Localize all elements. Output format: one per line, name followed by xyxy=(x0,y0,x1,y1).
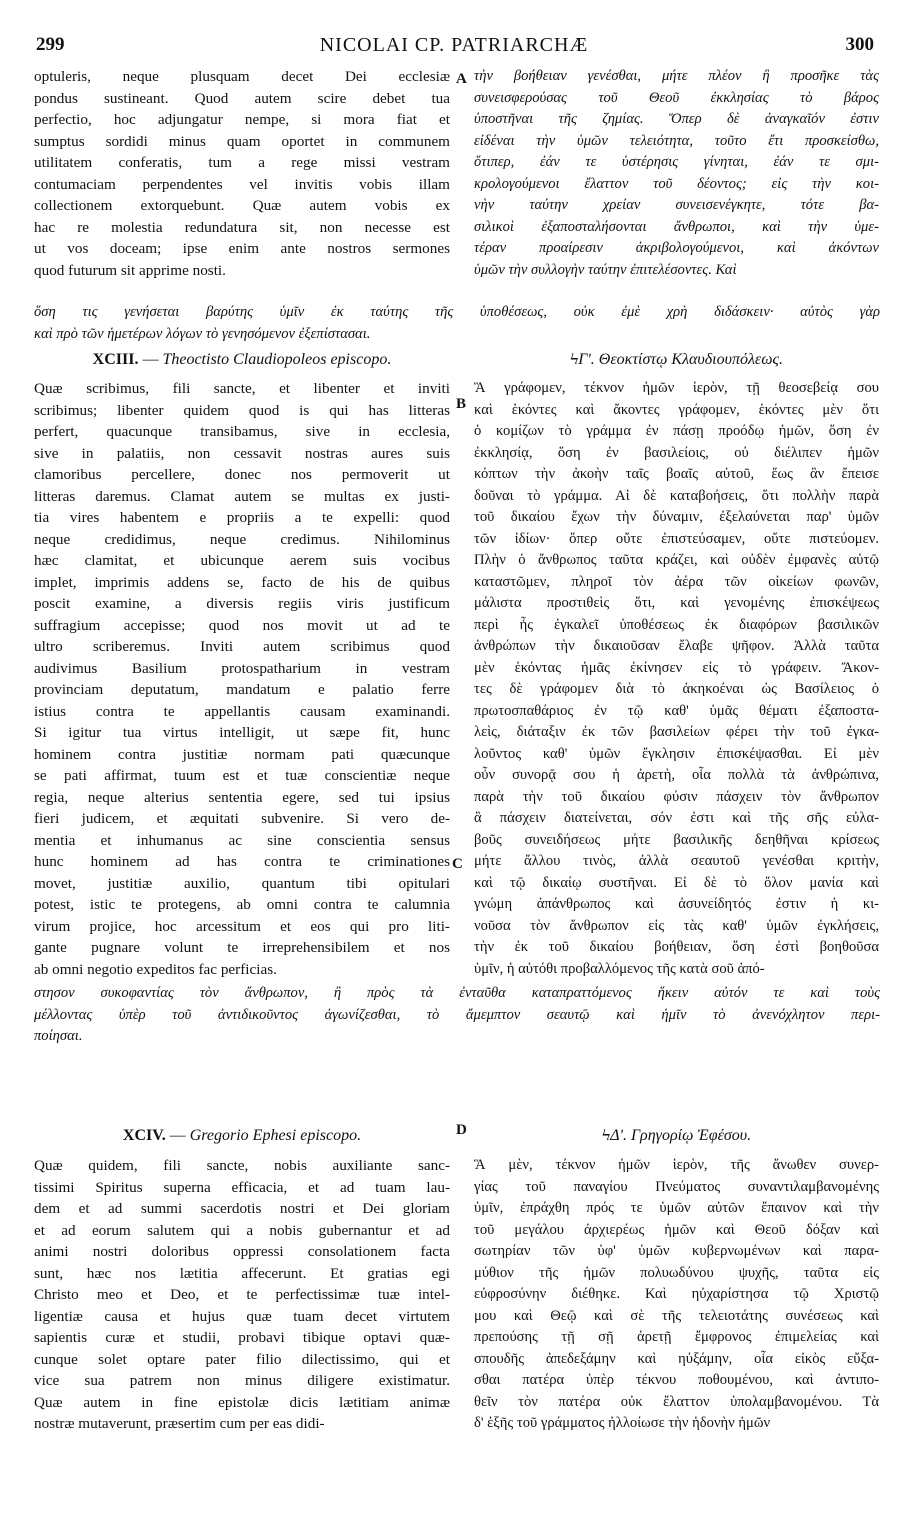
latin-line: tissimi Spiritus superna efficacia, et ad tuam lau- xyxy=(34,1178,450,1196)
greek-line: Πλὴν ὁ ἄνθρωπος ταῦτα κράζει, καὶ οὐδὲν ἐμφανὲς αὐτῷ xyxy=(474,552,879,568)
latin-line: virum projice, hoc arcessitum et eos qui pro liti- xyxy=(34,917,450,935)
greek-line: εὐφροσύνην διέθηκε. Καὶ ηὐχαρίστησα τῷ Χριστῷ xyxy=(474,1286,879,1302)
letter-94-latin-title: Gregorio Ephesi episcopo. xyxy=(189,1127,362,1144)
greek-line: τοῦ δικαίου ἔχων τὴν δύναμιν, ἐξελαύνεται παρ' ὑμῶν xyxy=(474,509,879,525)
latin-line: poscit examine, a diversis regiis viris justificum xyxy=(34,595,450,612)
latin-line: cunque solet optare pater filio dilectissimo, qui et xyxy=(34,1350,450,1368)
greek-line: ἀνθρώπων τὴν δικαιοῦσαν ἔλαβε ψῆφον. Ἀλλὰ ταῦτα xyxy=(474,638,879,654)
greek-line: ὑμῖν, ἡ αὐτόθι προβαλλόμενος τῆς κατὰ σοῦ ἀπό- xyxy=(474,960,765,977)
latin-line: suffragium accepisse; quod nos movit ut ad te xyxy=(34,616,450,634)
latin-line: contumaciam perpendentes vel invitis vobis illam xyxy=(34,175,450,193)
greek-line: δ' ἑξῆς τοῦ γράμματος ἠλλοίωσε τὴν ἡδονὴν ἡμῶν xyxy=(474,1415,771,1431)
greek-line: γίας τοῦ παναγίου Πνεύματος συναντιλαμβανομένης xyxy=(474,1178,879,1195)
margin-marker-a: A xyxy=(456,71,467,87)
latin-line: istius contra te appellantis causam examinandi. xyxy=(34,702,450,720)
latin-line: utilitatem conferatis, tum a rege missi vestram xyxy=(34,154,450,171)
latin-line: collectionem extorquebunt. Quæ autem vobis ex xyxy=(34,197,450,214)
latin-line: Christo meo et Deo, et te perfectissimæ tuæ intel- xyxy=(34,1286,450,1303)
latin-column-top xyxy=(34,66,450,281)
latin-line: Quæ quidem, fili sancte, nobis auxiliante sanc- xyxy=(34,1157,450,1174)
running-head xyxy=(28,34,880,60)
letter-94-latin-text xyxy=(34,1155,450,1435)
greek-line: ἐκκλησίᾳ, ὅση ἐν βασιλείοις, οὐ διέλιπεν ἡμῶν xyxy=(474,444,879,461)
latin-line: hæc clamitat, et ubicunque aerem suis vocibus xyxy=(34,552,450,569)
latin-line: et ad eorum salutem qui a nobis gubernantur et ad xyxy=(34,1221,450,1239)
latin-line: ut vos doceam; ipse enim ante nostros sermones xyxy=(34,240,450,257)
greek-line: μὲν ἑκόντας ἡμᾶς ἐκίνησεν εἰς τὸ γράφειν. Ἄκον- xyxy=(474,659,879,676)
greek-line: ὑμῶν τὴν συλλογὴν ταύτην ἐπιτελέσοντες. Καὶ xyxy=(474,261,737,278)
latin-line: litteras daremus. Clamat autem se multas ex justi- xyxy=(34,487,450,505)
greek-line: θεῖν τὸν πατέρα οὐκ ἔλαττον ὑπολαμβανομένου. Τὰ xyxy=(474,1393,879,1410)
margin-marker-c: C xyxy=(452,856,463,872)
greek-line: δοῦναι τὸ γράμμα. Αἱ δὲ καταβοήσεις, ὅτι πολλὴν παρὰ xyxy=(474,487,879,504)
margin-marker-d: D xyxy=(456,1122,467,1138)
latin-line: optuleris, neque plusquam decet Dei ecclesiæ xyxy=(34,68,450,85)
latin-line: potest, istic te protegens, ab omni contra te calumnia xyxy=(34,896,450,913)
greek-line: Ἃ γράφομεν, τέκνον ἡμῶν ἱερὸν, τῇ θεοσεβείᾳ σου xyxy=(474,380,879,396)
latin-line: sunt, hæc nos lætitia affecerunt. Et gratias egi xyxy=(34,1264,450,1282)
greek-line: νοῦσα τὸν ἄνθρωπον εἰς τὰς καθ' ὑμῶν ἐγκλήσεις, xyxy=(474,917,879,934)
greek-line: σθαι πατέρα ὑπὲρ τέκνου ποθουμένου, καὶ ἀντιπο- xyxy=(474,1372,879,1388)
latin-line: mentia et inhumanus ac sine conscientia sensus xyxy=(34,831,450,849)
letter-93-greek-heading: ϞΓʹ. Θεοκτίστῳ Κλαυδιουπόλεως. xyxy=(569,351,784,368)
greek-line: νὴν ταύτην χρείαν συνεισενέγκητε, τότε βα- xyxy=(474,197,879,213)
greek-line: πρωτοσπαθάριος ἐν τῷ καθ' ὑμᾶς θέματι ἐξαποστα- xyxy=(474,702,879,719)
latin-line: dem et ad summi sacerdotis nostri et Dei gloriam xyxy=(34,1200,450,1217)
letter-94-latin-heading: XCIV. — Gregorio Ephesi episcopo. xyxy=(122,1127,362,1144)
letter-93-latin-heading: XCIII. — Theoctisto Claudiopoleos episcopo. xyxy=(92,351,392,368)
greek-line: πρεπούσης τῇ σῇ ἀρετῇ ἔμφρονος ἐπιμελείας καὶ xyxy=(474,1329,879,1345)
latin-line: hac re molestia redundatura sit, non necesse est xyxy=(34,218,450,236)
greek-line: τῶν ἰδίων· ὅπερ οὔτε ἐπιστεύσαμεν, οὔτε πιστεύομεν. xyxy=(474,530,879,547)
greek-line: ποίησαι. xyxy=(34,1028,83,1044)
greek-line: εἰδέναι τὴν ὑμῶν τελειότητα, τοῦτο ἔτι προσκείσθω, xyxy=(474,132,879,149)
latin-line: sive in palatiis, non cessavit nostras aures suis xyxy=(34,444,450,462)
greek-line: τὴν βοήθειαν γενέσθαι, μήτε πλέον ἢ προσῆκε τὰς xyxy=(474,68,879,84)
greek-line: ἃ πάσχειν διατείνεται, σόν ἐστι καὶ τῆς σῆς εὐλα- xyxy=(474,810,879,826)
letter-94-latin-number: XCIV. xyxy=(122,1127,166,1144)
greek-line: ὁ κομίζων τὸ γράμμα ἐν πάσῃ προόδῳ ἡμῶν, ὅση ἐν xyxy=(474,423,879,439)
latin-line: clamoribus percellere, donec nos permoverit ut xyxy=(34,466,450,483)
margin-marker-b: B xyxy=(456,396,467,412)
letter-93-greek-text xyxy=(474,378,879,980)
greek-line: μέλλοντας ὑπὲρ τοῦ ἀντιδικοῦντος ἀγωνίζεσθαι, τὸ ἄμεμπτον σεαυτῷ καὶ ἡμῖν τὸ ἀνενόχλητον περι- xyxy=(34,1006,880,1023)
greek-line: μύθιον τῆς ἡμῶν πολυωδύνου ψυχῆς, ταῦτα εἰς xyxy=(474,1264,879,1281)
greek-line: ὑμῖν, ἐπράχθη πρός τε ὑμῶν αὐτῶν ἔπαινον καὶ τὴν xyxy=(474,1200,879,1216)
greek-line: γνώμη ἀπάνθρωπος καὶ ἀσυνείδητός ἐστιν ἡ κι- xyxy=(474,896,879,912)
greek-line: ὅση τις γενήσεται βαρύτης ὑμῖν ἐκ ταύτης τῆς ὑποθέσεως, οὐκ ἐμὲ χρὴ διδάσκειν· αὐτὸς γὰρ xyxy=(34,304,880,320)
latin-line: pondus sustineant. Quod autem scire debet tua xyxy=(34,89,450,107)
letter-93-greek-full-width xyxy=(34,983,880,1048)
latin-line: nostræ mutaverunt, præsertim cum per eas didi- xyxy=(34,1415,325,1432)
greek-line: καὶ πρὸ τῶν ἡμετέρων λόγων τὸ γενησόμενον ἐξεπίστασαι. xyxy=(34,325,371,342)
latin-line: tia vires habentem e propriis a te expelli: quod xyxy=(34,509,450,526)
latin-line: sapientis curæ et studii, probavi tibique optavi quæ- xyxy=(34,1329,450,1346)
latin-line: provinciam deputatum, mandatum e palatio ferre xyxy=(34,681,450,698)
greek-line: καὶ ἑκόντες καὶ ἄκοντες γράφομεν, ἑκόντες μὲν ὅτι xyxy=(474,401,879,418)
greek-line: τέραν προαίρεσιν ἀκριβολογούμενοι, καὶ ἀκόντων xyxy=(474,240,879,256)
greek-line: μάλιστα προστιθεὶς ὅτι, καὶ γενομένης ἐπισκέψεως xyxy=(474,595,879,611)
greek-line: καταστῶμεν, πληροῖ τὸν ἀέρα τῶν οἰκείων φωνῶν, xyxy=(474,573,879,590)
page-number-left: 299 xyxy=(36,34,65,55)
greek-line: Ἃ μὲν, τέκνον ἡμῶν ἱερὸν, τῆς ἄνωθεν συνερ- xyxy=(474,1157,879,1173)
greek-line: συνεισφερούσας τοῦ Θεοῦ ἐκκλησίας τὸ βάρος xyxy=(474,89,879,106)
greek-column-top xyxy=(474,66,879,281)
greek-line: ὑποστῆναι τῆς ζημίας. Ὅπερ δὲ ἀναγκαῖόν ἐστιν xyxy=(474,111,879,127)
greek-line: ὅτιπερ, ἐάν τε ὑστέρησις γίνηται, ἐάν τε σμι- xyxy=(474,154,879,170)
greek-line: σπουδῆς ἀπεδεξάμην καὶ ηὐξάμην, οἷα εἰκὸς εὔξα- xyxy=(474,1350,879,1367)
greek-line: στησον συκοφαντίας τὸν ἄνθρωπον, ἢ πρὸς τὰ ἐνταῦθα καταπραττόμενος ἥκειν αὐτόν τε καὶ τοὺς xyxy=(34,985,880,1001)
greek-line: καὶ τῷ δικαίῳ συστῆναι. Εἰ δὲ τὸ ὅλον μανία καὶ xyxy=(474,874,879,891)
latin-line: hominem contra justitiæ normam pati quæcunque xyxy=(34,745,450,763)
greek-line: οὖν συνορᾷ σου ἡ ἀρετὴ, οἷα πολλὰ τὰ ἀνθρώπινα, xyxy=(474,767,879,783)
greek-line: τοῦ μεγάλου ἀρχιερέως ἡμῶν καὶ Θεοῦ δόξαν καὶ xyxy=(474,1221,879,1238)
letter-94-greek-heading: ϞΔʹ. Γρηγορίῳ Ἐφέσου. xyxy=(601,1127,752,1144)
latin-line: animi nostri doloribus oppressi consolationem facta xyxy=(34,1243,450,1260)
latin-line: neque credidimus, neque credimus. Nihilominus xyxy=(34,530,450,548)
latin-line: se pati affirmat, tuum est et tuæ conscientiæ neque xyxy=(34,767,450,784)
greek-line: μου καὶ Θεῷ καὶ σὲ τῆς τελειοτάτης συνέσεως καὶ xyxy=(474,1307,879,1324)
latin-line: sumptus sordidi minus quam oportet in communem xyxy=(34,132,450,150)
greek-line: κρολογούμενοι ἔλαττον τοῦ δέοντος; εἰς τὴν κοι- xyxy=(474,175,879,192)
letter-93-latin-number: XCIII. xyxy=(92,351,139,368)
latin-line: audivimus Basilium protospatharium in vestram xyxy=(34,659,450,677)
greek-line: λοῦντος καθ' ὑμῶν ἔγκλησιν ἐπισκέψασθαι. Εἰ μὲν xyxy=(474,745,879,762)
latin-line: regia, neque alterius sententia egere, sed tui ipsius xyxy=(34,788,450,806)
latin-line: Quæ scribimus, fili sancte, et libenter et inviti xyxy=(34,380,450,397)
latin-line: fieri judicem, et æquitati subvenire. Si vero de- xyxy=(34,810,450,827)
latin-line: gante pugnare volunt te irreprehensibilem et nos xyxy=(34,939,450,956)
greek-line: κόπτων τὴν ἀκοὴν ταῖς βοαῖς αὐτοῦ, ἕως ἂν ἔπεισε xyxy=(474,466,879,482)
running-title: NICOLAI CP. PATRIARCHÆ xyxy=(319,34,589,56)
greek-line: παρὰ τὴν τοῦ δικαίου φύσιν πάσχειν τὸν ἄνθρωπον xyxy=(474,788,879,805)
greek-line: περὶ ἧς ἐγκαλεῖ ὑποθέσεως ἐκ διαφόρων βασιλικῶν xyxy=(474,616,879,633)
latin-line: ultro scriberemus. Inviti autem scribimus quod xyxy=(34,638,450,655)
letter-93-latin-text xyxy=(34,378,450,980)
latin-line: Si igitur tua virtus intelligit, ut sæpe fit, hunc xyxy=(34,724,450,741)
latin-line: quod futurum sit apprime nosti. xyxy=(34,261,226,279)
greek-line: λεὶς, διάταξιν ἐκ τῶν βασιλείων φέρει τὴν τοῦ ἐγκα- xyxy=(474,724,879,740)
greek-line: βοῦς συνειδήσεως μήτε βασιλικῆς δεηθῆναι κρίσεως xyxy=(474,831,879,848)
greek-line: μήτε ἄλλου τινὸς, ἀλλὰ σεαυτοῦ γενέσθαι κριτὴν, xyxy=(474,853,879,869)
latin-line: perfert, quacunque transibamus, sive in ecclesia, xyxy=(34,423,450,440)
latin-line: vice sua patrem non minus diligere existimatur. xyxy=(34,1372,450,1389)
latin-line: ab omni negotio expeditos fac perficias. xyxy=(34,960,277,978)
latin-line: movet, justitiæ auxilio, quantum tibi opitulari xyxy=(34,874,450,892)
greek-line: τὴν ἐκ τοῦ δικαίου βοήθειαν, ὅση ἐστὶ βοηθοῦσα xyxy=(474,939,879,955)
latin-line: scribimus; libenter quidem quod is qui has litteras xyxy=(34,401,450,419)
greek-line: σιλικοὶ ἐξαποσταλήσονται ἄνθρωποι, καὶ τὴν ὑμε- xyxy=(474,218,879,235)
greek-full-width-continuation xyxy=(34,302,880,345)
latin-line: ligentiæ causa et hujus quæ tuam decet virtutem xyxy=(34,1307,450,1325)
letter-94-greek-text xyxy=(474,1155,879,1435)
greek-line: σωτηρίαν τῶν ὑφ' ὑμῶν κυβερνωμένων καὶ παρα- xyxy=(474,1243,879,1259)
latin-line: Quæ autem in fine epistolæ dicis lætitiam animæ xyxy=(34,1393,450,1411)
latin-line: hunc hominem ad has contra te criminationes xyxy=(34,853,450,870)
letter-93-latin-title: Theoctisto Claudiopoleos episcopo. xyxy=(162,351,392,368)
latin-line: perfectio, hoc adjungatur nempe, si mora fiat et xyxy=(34,111,450,128)
latin-line: implet, imprimis addens se, facto de his de quibus xyxy=(34,573,450,591)
greek-line: τες δὲ γράφομεν διὰ τὸ ἀκηκοέναι ὡς Βασίλειος ὁ xyxy=(474,681,879,697)
page-number-right: 300 xyxy=(845,34,874,55)
